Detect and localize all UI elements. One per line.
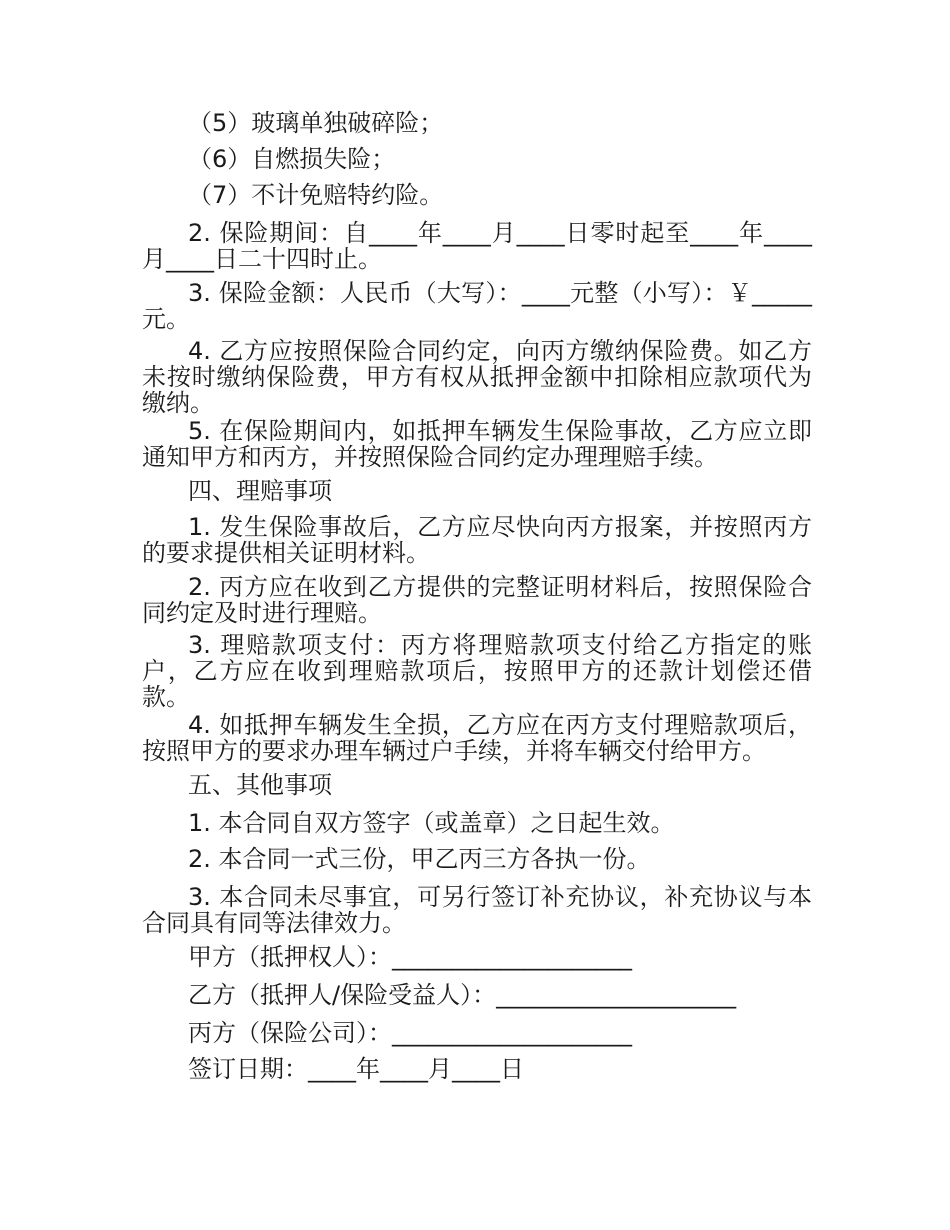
premium-payment-clause: 4. 乙方应按照保险合同约定，向丙方缴纳保险费。如乙方未按时缴纳保险费，甲方有权从抵押金额中扣除相应款项代为缴纳。 (142, 337, 812, 417)
section-4-heading: 四、理赔事项 (188, 477, 332, 505)
claim-clause-3: 3. 理赔款项支付：丙方将理赔款项支付给乙方指定的账户，乙方应在收到理赔款项后，按照甲方的还款计划偿还借款。 (142, 631, 812, 711)
insurance-period-clause: 2. 保险期间：自____年____月____日零时起至____年____月____日二十四时止。 (142, 219, 812, 273)
claim-clause-4: 4. 如抵押车辆发生全损，乙方应在丙方支付理赔款项后，按照甲方的要求办理车辆过户手续，并将车辆交付给甲方。 (142, 711, 812, 765)
other-clause-1: 1. 本合同自双方签字（或盖章）之日起生效。 (188, 809, 675, 837)
insurance-amount-clause: 3. 保险金额：人民币（大写）：____元整（小写）：￥_____元。 (142, 279, 812, 333)
signing-date-line: 签订日期：____年____月____日 (188, 1055, 524, 1083)
claim-clause-2: 2. 丙方应在收到乙方提供的完整证明材料后，按照保险合同约定及时进行理赔。 (142, 573, 812, 627)
other-clause-3: 3. 本合同未尽事宜，可另行签订补充协议，补充协议与本合同具有同等法律效力。 (142, 883, 812, 937)
party-b-signature-line: 乙方（抵押人/保险受益人）：____________________ (188, 981, 737, 1009)
section-5-heading: 五、其他事项 (188, 771, 332, 799)
party-c-signature-line: 丙方（保险公司）：____________________ (188, 1019, 632, 1047)
insurance-item-6: （6）自燃损失险； (188, 145, 396, 173)
party-a-signature-line: 甲方（抵押权人）：____________________ (188, 943, 632, 971)
accident-notice-clause: 5. 在保险期间内，如抵押车辆发生保险事故，乙方应立即通知甲方和丙方，并按照保险合同约定办理理赔手续。 (142, 417, 812, 471)
claim-clause-1: 1. 发生保险事故后，乙方应尽快向丙方报案，并按照丙方的要求提供相关证明材料。 (142, 513, 812, 567)
insurance-item-7: （7）不计免赔特约险。 (188, 181, 444, 209)
other-clause-2: 2. 本合同一式三份，甲乙丙三方各执一份。 (188, 845, 651, 873)
insurance-item-5: （5）玻璃单独破碎险； (188, 109, 444, 137)
